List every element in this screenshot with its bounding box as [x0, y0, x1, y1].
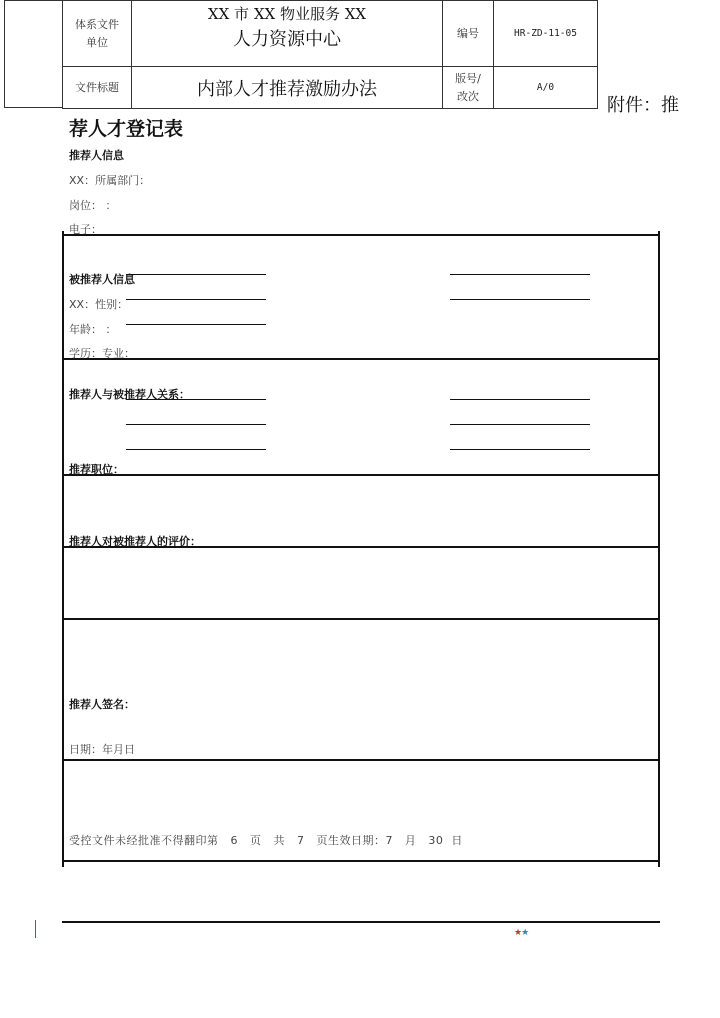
version-value: A/0 [536, 82, 555, 93]
recommender-email-field[interactable]: 电子： [69, 223, 102, 236]
relation-heading: 推荐人与被推荐人关系： [69, 388, 190, 401]
code-label: 编号 [457, 26, 479, 40]
recommender-name-dept-field[interactable]: XX：所属部门： [69, 174, 151, 187]
bottom-rule [62, 921, 660, 923]
star-icon: ★ [521, 928, 529, 938]
fill-line [450, 274, 590, 275]
header-left-margin-cell [4, 0, 62, 108]
company-cell [132, 1, 443, 67]
footer-control-text: 受控文件未经批准不得翻印第 6 页 共 7 页生效日期：7 月 30 日 [69, 834, 463, 847]
fill-line [126, 274, 266, 275]
separator-footer [62, 860, 660, 862]
company-line2: 人力资源中心 [233, 28, 341, 50]
form-right-border [658, 231, 660, 867]
fill-line [450, 299, 590, 300]
unit-label-line1: 体系文件 [75, 17, 119, 31]
candidate-education-field[interactable]: 学历：专业： [69, 347, 135, 360]
stars-decoration [514, 928, 528, 938]
document-header-table [62, 0, 598, 109]
separator-recommender [62, 234, 660, 236]
form-title: 荐人才登记表 [69, 118, 184, 140]
fill-line [126, 449, 266, 450]
recommender-position-field[interactable]: 岗位： ： [69, 199, 117, 212]
signature-label: 推荐人签名： [69, 698, 135, 711]
version-label-line2: 改次 [457, 89, 479, 103]
version-label-cell [443, 67, 494, 109]
separator-evaluation [62, 618, 660, 620]
code-label-cell [443, 1, 494, 67]
position-heading: 推荐职位： [69, 463, 124, 476]
signature-date-field[interactable]: 日期：年月日 [69, 743, 135, 756]
code-value-cell [494, 1, 598, 67]
fill-line [126, 299, 266, 300]
candidate-name-gender-field[interactable]: XX：性别： [69, 298, 129, 311]
title-label-cell [63, 67, 132, 109]
candidate-age-field[interactable]: 年龄： ： [69, 323, 117, 336]
appendix-prefix: 附件：推 [607, 95, 679, 116]
code-value: HR-ZD-11-05 [514, 28, 577, 39]
unit-label-line2: 单位 [86, 35, 108, 49]
star-icon: ★ [514, 928, 522, 938]
version-label-line1: 版号/ [455, 71, 481, 85]
separator-candidate [62, 358, 660, 360]
recommender-heading: 推荐人信息 [69, 149, 124, 162]
version-value-cell [494, 67, 598, 109]
separator-relation [62, 474, 660, 476]
candidate-heading: 被推荐人信息 [69, 273, 135, 286]
fill-line [126, 324, 266, 325]
fill-line [450, 424, 590, 425]
edge-mark [35, 920, 36, 938]
fill-line [126, 424, 266, 425]
title-label: 文件标题 [75, 80, 119, 94]
document-title: 内部人才推荐激励办法 [197, 78, 377, 100]
separator-signature [62, 759, 660, 761]
form-left-border [62, 231, 64, 867]
fill-line [450, 399, 590, 400]
unit-label-cell [63, 1, 132, 67]
fill-line [450, 449, 590, 450]
evaluation-heading: 推荐人对被推荐人的评价： [69, 535, 201, 548]
title-value-cell [132, 67, 443, 109]
company-line1: XX 市 XX 物业服务 XX [207, 4, 367, 23]
